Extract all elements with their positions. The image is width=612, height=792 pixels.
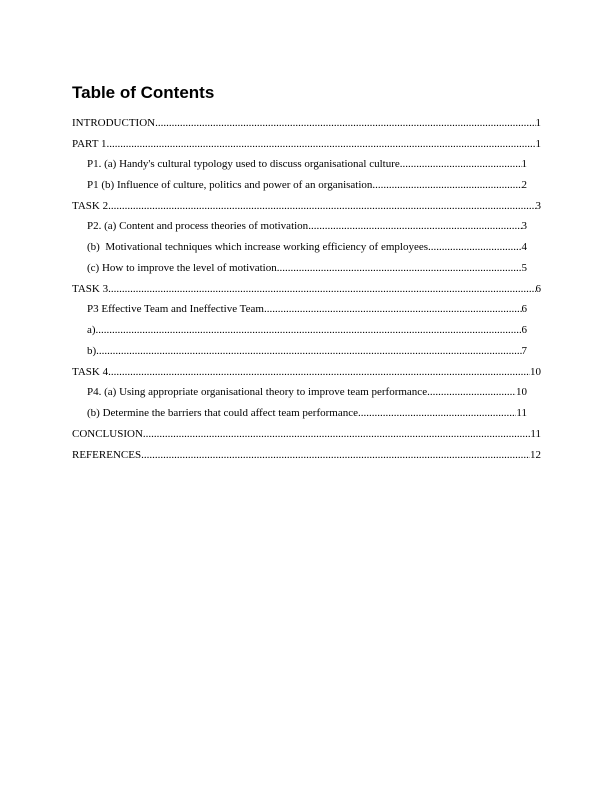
toc-entry-p4a[interactable] <box>87 386 527 402</box>
toc-page-number: 1 <box>535 117 541 129</box>
toc-entry-label: (b) Motivational techniques which increase working efficiency of employees <box>87 241 428 253</box>
toc-entry-conclusion[interactable] <box>72 428 541 444</box>
toc-dot-leader <box>143 428 531 440</box>
toc-entry-task-2[interactable] <box>72 200 541 216</box>
toc-page-number: 5 <box>521 262 527 274</box>
toc-entry-label: TASK 2 <box>72 200 109 212</box>
toc-entry-label: b) <box>87 345 97 357</box>
toc-entry-task-4[interactable] <box>72 366 541 382</box>
toc-dot-leader <box>96 324 522 336</box>
toc-page-number: 1 <box>535 138 541 150</box>
toc-entry-p3[interactable] <box>87 303 527 319</box>
toc-page-number: 11 <box>516 407 527 419</box>
toc-page-number: 7 <box>521 345 527 357</box>
toc-dot-leader <box>141 449 530 461</box>
toc-entry-label: (c) How to improve the level of motivation <box>87 262 277 274</box>
toc-page-number: 3 <box>521 220 527 232</box>
toc-dot-leader <box>428 241 522 253</box>
toc-page-number: 6 <box>535 283 541 295</box>
toc-entry-label: P2. (a) Content and process theories of motivation <box>87 220 309 232</box>
toc-page-number: 2 <box>521 179 527 191</box>
toc-dot-leader <box>264 303 522 315</box>
toc-entry-label: P1 (b) Influence of culture, politics and power of an organisation <box>87 179 373 191</box>
toc-entry-label: REFERENCES <box>72 449 142 461</box>
toc-page-number: 1 <box>521 158 527 170</box>
toc-entry-p2a[interactable] <box>87 220 527 236</box>
toc-entry-label: PART 1 <box>72 138 107 150</box>
toc-page-number: 4 <box>521 241 527 253</box>
toc-entry-task-3[interactable] <box>72 283 541 299</box>
toc-entry-p4b[interactable] <box>87 407 527 423</box>
toc-entry-label: TASK 4 <box>72 366 109 378</box>
toc-dot-leader <box>358 407 516 419</box>
toc-dot-leader <box>108 283 535 295</box>
toc-page-number: 12 <box>530 449 541 461</box>
toc-dot-leader <box>155 117 535 129</box>
toc-page-number: 11 <box>530 428 541 440</box>
toc-dot-leader <box>108 366 530 378</box>
toc-entry-label: P3 Effective Team and Ineffective Team <box>87 303 264 315</box>
toc-dot-leader <box>308 220 521 232</box>
toc-entry-p1a[interactable] <box>87 158 527 174</box>
toc-entry-label: TASK 3 <box>72 283 109 295</box>
toc-dot-leader <box>107 138 536 150</box>
toc-entry-label: (b) Determine the barriers that could affect team performance <box>87 407 358 419</box>
toc-entry-label: P4. (a) Using appropriate organisational theory to improve team performance <box>87 386 428 398</box>
toc-entry-p3-b[interactable] <box>87 345 527 361</box>
toc-dot-leader <box>400 158 522 170</box>
toc-dot-leader <box>427 386 516 398</box>
toc-entry-part-1[interactable] <box>72 138 541 154</box>
toc-dot-leader <box>372 179 521 191</box>
toc-entry-label: P1. (a) Handy's cultural typology used to discuss organisational culture <box>87 158 400 170</box>
toc-page-number: 3 <box>535 200 541 212</box>
toc-page-number: 10 <box>530 366 541 378</box>
toc-page-number: 6 <box>521 324 527 336</box>
toc-entry-label: a) <box>87 324 96 336</box>
toc-entry-label: CONCLUSION <box>72 428 143 440</box>
toc-entry-introduction[interactable] <box>72 117 541 133</box>
toc-entry-p3-a[interactable] <box>87 324 527 340</box>
toc-entry-p1b[interactable] <box>87 179 527 195</box>
toc-dot-leader <box>108 200 535 212</box>
toc-dot-leader <box>96 345 521 357</box>
toc-entry-p2b[interactable] <box>87 241 527 257</box>
toc-page-number: 10 <box>516 386 527 398</box>
toc-title: Table of Contents <box>72 83 215 102</box>
toc-entry-label: INTRODUCTION <box>72 117 156 129</box>
toc-entry-references[interactable] <box>72 449 541 465</box>
toc-entry-p2c[interactable] <box>87 262 527 278</box>
toc-dot-leader <box>277 262 522 274</box>
toc-page-number: 6 <box>521 303 527 315</box>
